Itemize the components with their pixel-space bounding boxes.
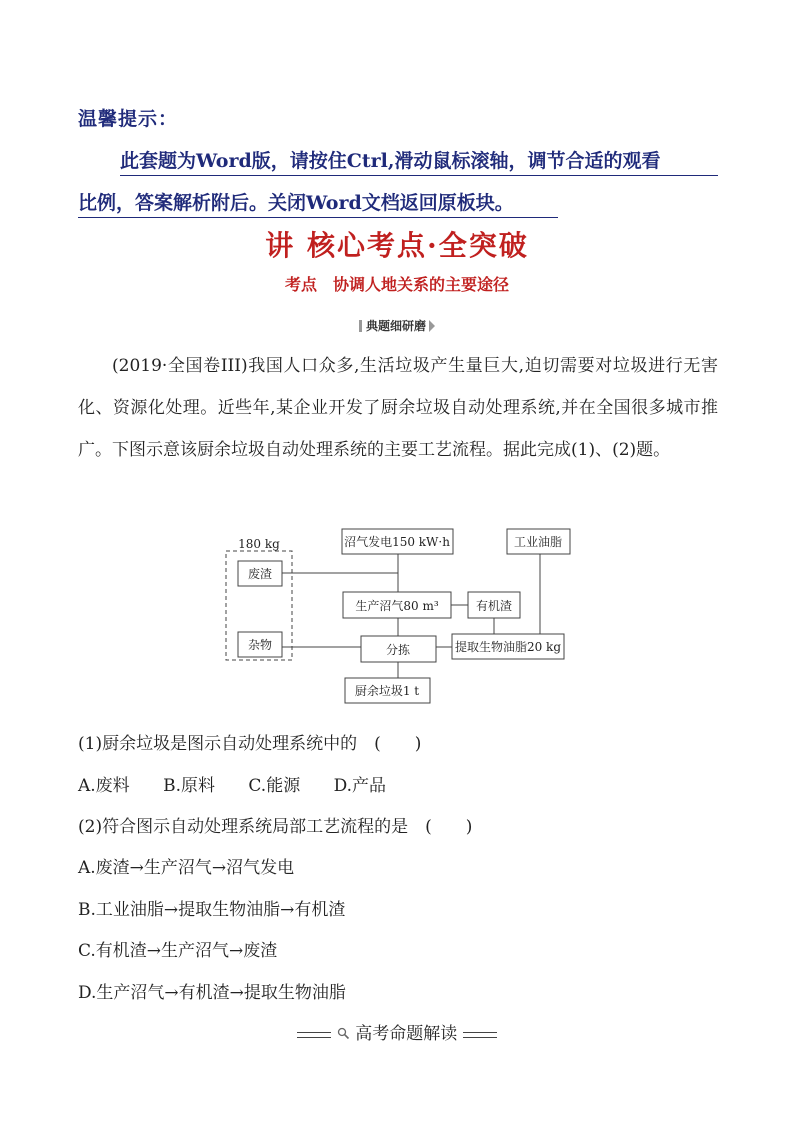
box-organic-residue: 有机渣 bbox=[475, 599, 513, 613]
tip-line-2: 比例，答案解析附后。关闭Word文档返回原板块。 bbox=[78, 188, 558, 218]
box-bio-oil-extraction: 提取生物油脂20 kg bbox=[454, 640, 562, 654]
q1-option-c: C.能源 bbox=[248, 776, 301, 796]
section-footer bbox=[0, 1019, 794, 1044]
magnifier-icon bbox=[337, 1024, 355, 1044]
tip-line-1: 此套题为Word版，请按住Ctrl,滑动鼠标滚轴，调节合适的观看 bbox=[120, 146, 718, 176]
section-subtitle: 考点 协调人地关系的主要途径 bbox=[284, 275, 509, 294]
question-stem: (2019·全国卷III)我国人口众多,生活垃圾产生量巨大,迫切需要对垃圾进行无害化、资源化处理。近些年,某企业开发了厨余垃圾自动处理系统,并在全国很多城市推广。下图示意该厨余垃圾自动处理系统的主要工艺流程。据此完成(1)、(2)题。 bbox=[78, 356, 718, 460]
page-title: 讲 核心考点·全突破 bbox=[265, 229, 529, 262]
box-industrial-oil: 工业油脂 bbox=[513, 535, 563, 549]
q2-option-a: A.废渣→生产沼气→沼气发电 bbox=[78, 858, 295, 878]
q2-option-b: B.工业油脂→提取生物油脂→有机渣 bbox=[78, 900, 346, 920]
banner-label: 典题细研磨 bbox=[365, 319, 426, 333]
box-zawu: 杂物 bbox=[247, 638, 273, 652]
q2-option-c: C.有机渣→生产沼气→废渣 bbox=[78, 941, 278, 961]
question-1-options bbox=[78, 771, 414, 796]
q1-option-a: A.废料 bbox=[78, 776, 130, 796]
q1-option-b: B.原料 bbox=[163, 776, 215, 796]
box-feizha: 废渣 bbox=[247, 567, 273, 581]
footer-rule-right bbox=[463, 1032, 497, 1038]
tip-title: 温馨提示： bbox=[78, 108, 179, 130]
question-2: (2)符合图示自动处理系统局部工艺流程的是 ( ) bbox=[78, 817, 473, 837]
box-kitchen-waste: 厨余垃圾1 t bbox=[354, 684, 420, 698]
box-biogas-production: 生产沼气80 m³ bbox=[355, 599, 439, 613]
box-biogas-power: 沼气发电150 kW·h bbox=[344, 535, 450, 549]
footer-label: 高考命题解读 bbox=[355, 1024, 458, 1044]
q2-option-d: D.生产沼气→有机渣→提取生物油脂 bbox=[78, 983, 346, 1003]
footer-rule-left bbox=[297, 1032, 331, 1038]
q1-option-d: D.产品 bbox=[333, 776, 387, 796]
question-1: (1)厨余垃圾是图示自动处理系统中的 ( ) bbox=[78, 734, 422, 754]
box-sorting: 分拣 bbox=[385, 643, 411, 657]
group-weight-label: 180 kg bbox=[238, 537, 280, 551]
